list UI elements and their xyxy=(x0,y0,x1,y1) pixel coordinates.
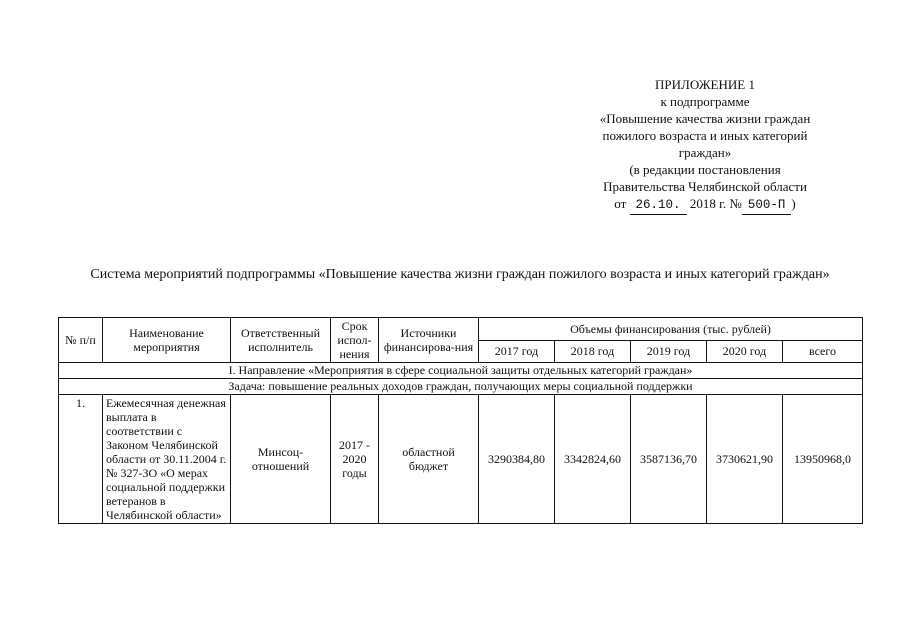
header-2018: 2018 год xyxy=(555,340,631,363)
appendix-heading: ПРИЛОЖЕНИЕ 1 xyxy=(655,77,755,92)
cell-name: Ежемесячная денежная выплата в соответствии с Законом Челябинской области от 30.11.2004 г. № 327-ЗО «О мерах социальной поддержки ветеранов в Челябинской области» xyxy=(103,395,231,524)
cell-num: 1. xyxy=(59,395,103,524)
appendix-header xyxy=(560,76,850,215)
section-row: I. Направление «Мероприятия в сфере социальной защиты отдельных категорий граждан» xyxy=(59,363,863,379)
cell-total: 13950968,0 xyxy=(783,395,863,524)
table-row xyxy=(59,395,863,524)
cell-term: 2017 - 2020 годы xyxy=(331,395,379,524)
date-suffix: ) xyxy=(791,196,796,211)
cell-2017: 3290384,80 xyxy=(479,395,555,524)
cell-2019: 3587136,70 xyxy=(631,395,707,524)
doc-number: 500-П xyxy=(742,197,792,215)
header-source: Источники финансирова-ния xyxy=(379,318,479,363)
task-row: Задача: повышение реальных доходов граждан, получающих меры социальной поддержки xyxy=(59,379,863,395)
appendix-line-1: к подпрограмме xyxy=(660,94,750,109)
appendix-date-line xyxy=(560,195,850,215)
measures-table xyxy=(58,317,863,524)
appendix-line-2: «Повышение качества жизни граждан xyxy=(599,111,811,126)
appendix-line-5: (в редакции постановления xyxy=(629,162,781,177)
date-value: 26.10. xyxy=(630,197,687,215)
appendix-line-3: пожилого возраста и иных категорий xyxy=(602,128,808,143)
appendix-line-6: Правительства Челябинской области xyxy=(603,179,807,194)
date-prefix: от xyxy=(614,196,627,211)
appendix-line-4: граждан» xyxy=(678,145,732,160)
header-2019: 2019 год xyxy=(631,340,707,363)
header-term: Срок испол-нения xyxy=(331,318,379,363)
document-title: Система мероприятий подпрограммы «Повышение качества жизни граждан пожилого возраста и иных категорий граждан» xyxy=(90,267,830,282)
date-year: 2018 г. № xyxy=(689,196,742,211)
cell-source: областной бюджет xyxy=(379,395,479,524)
header-2017: 2017 год xyxy=(479,340,555,363)
header-volumes: Объемы финансирования (тыс. рублей) xyxy=(479,318,863,341)
header-executor: Ответственный исполнитель xyxy=(231,318,331,363)
header-total: всего xyxy=(783,340,863,363)
header-name: Наименование мероприятия xyxy=(103,318,231,363)
header-2020: 2020 год xyxy=(707,340,783,363)
cell-2020: 3730621,90 xyxy=(707,395,783,524)
cell-2018: 3342824,60 xyxy=(555,395,631,524)
header-num: № п/п xyxy=(59,318,103,363)
cell-executor: Минсоц-отношений xyxy=(231,395,331,524)
